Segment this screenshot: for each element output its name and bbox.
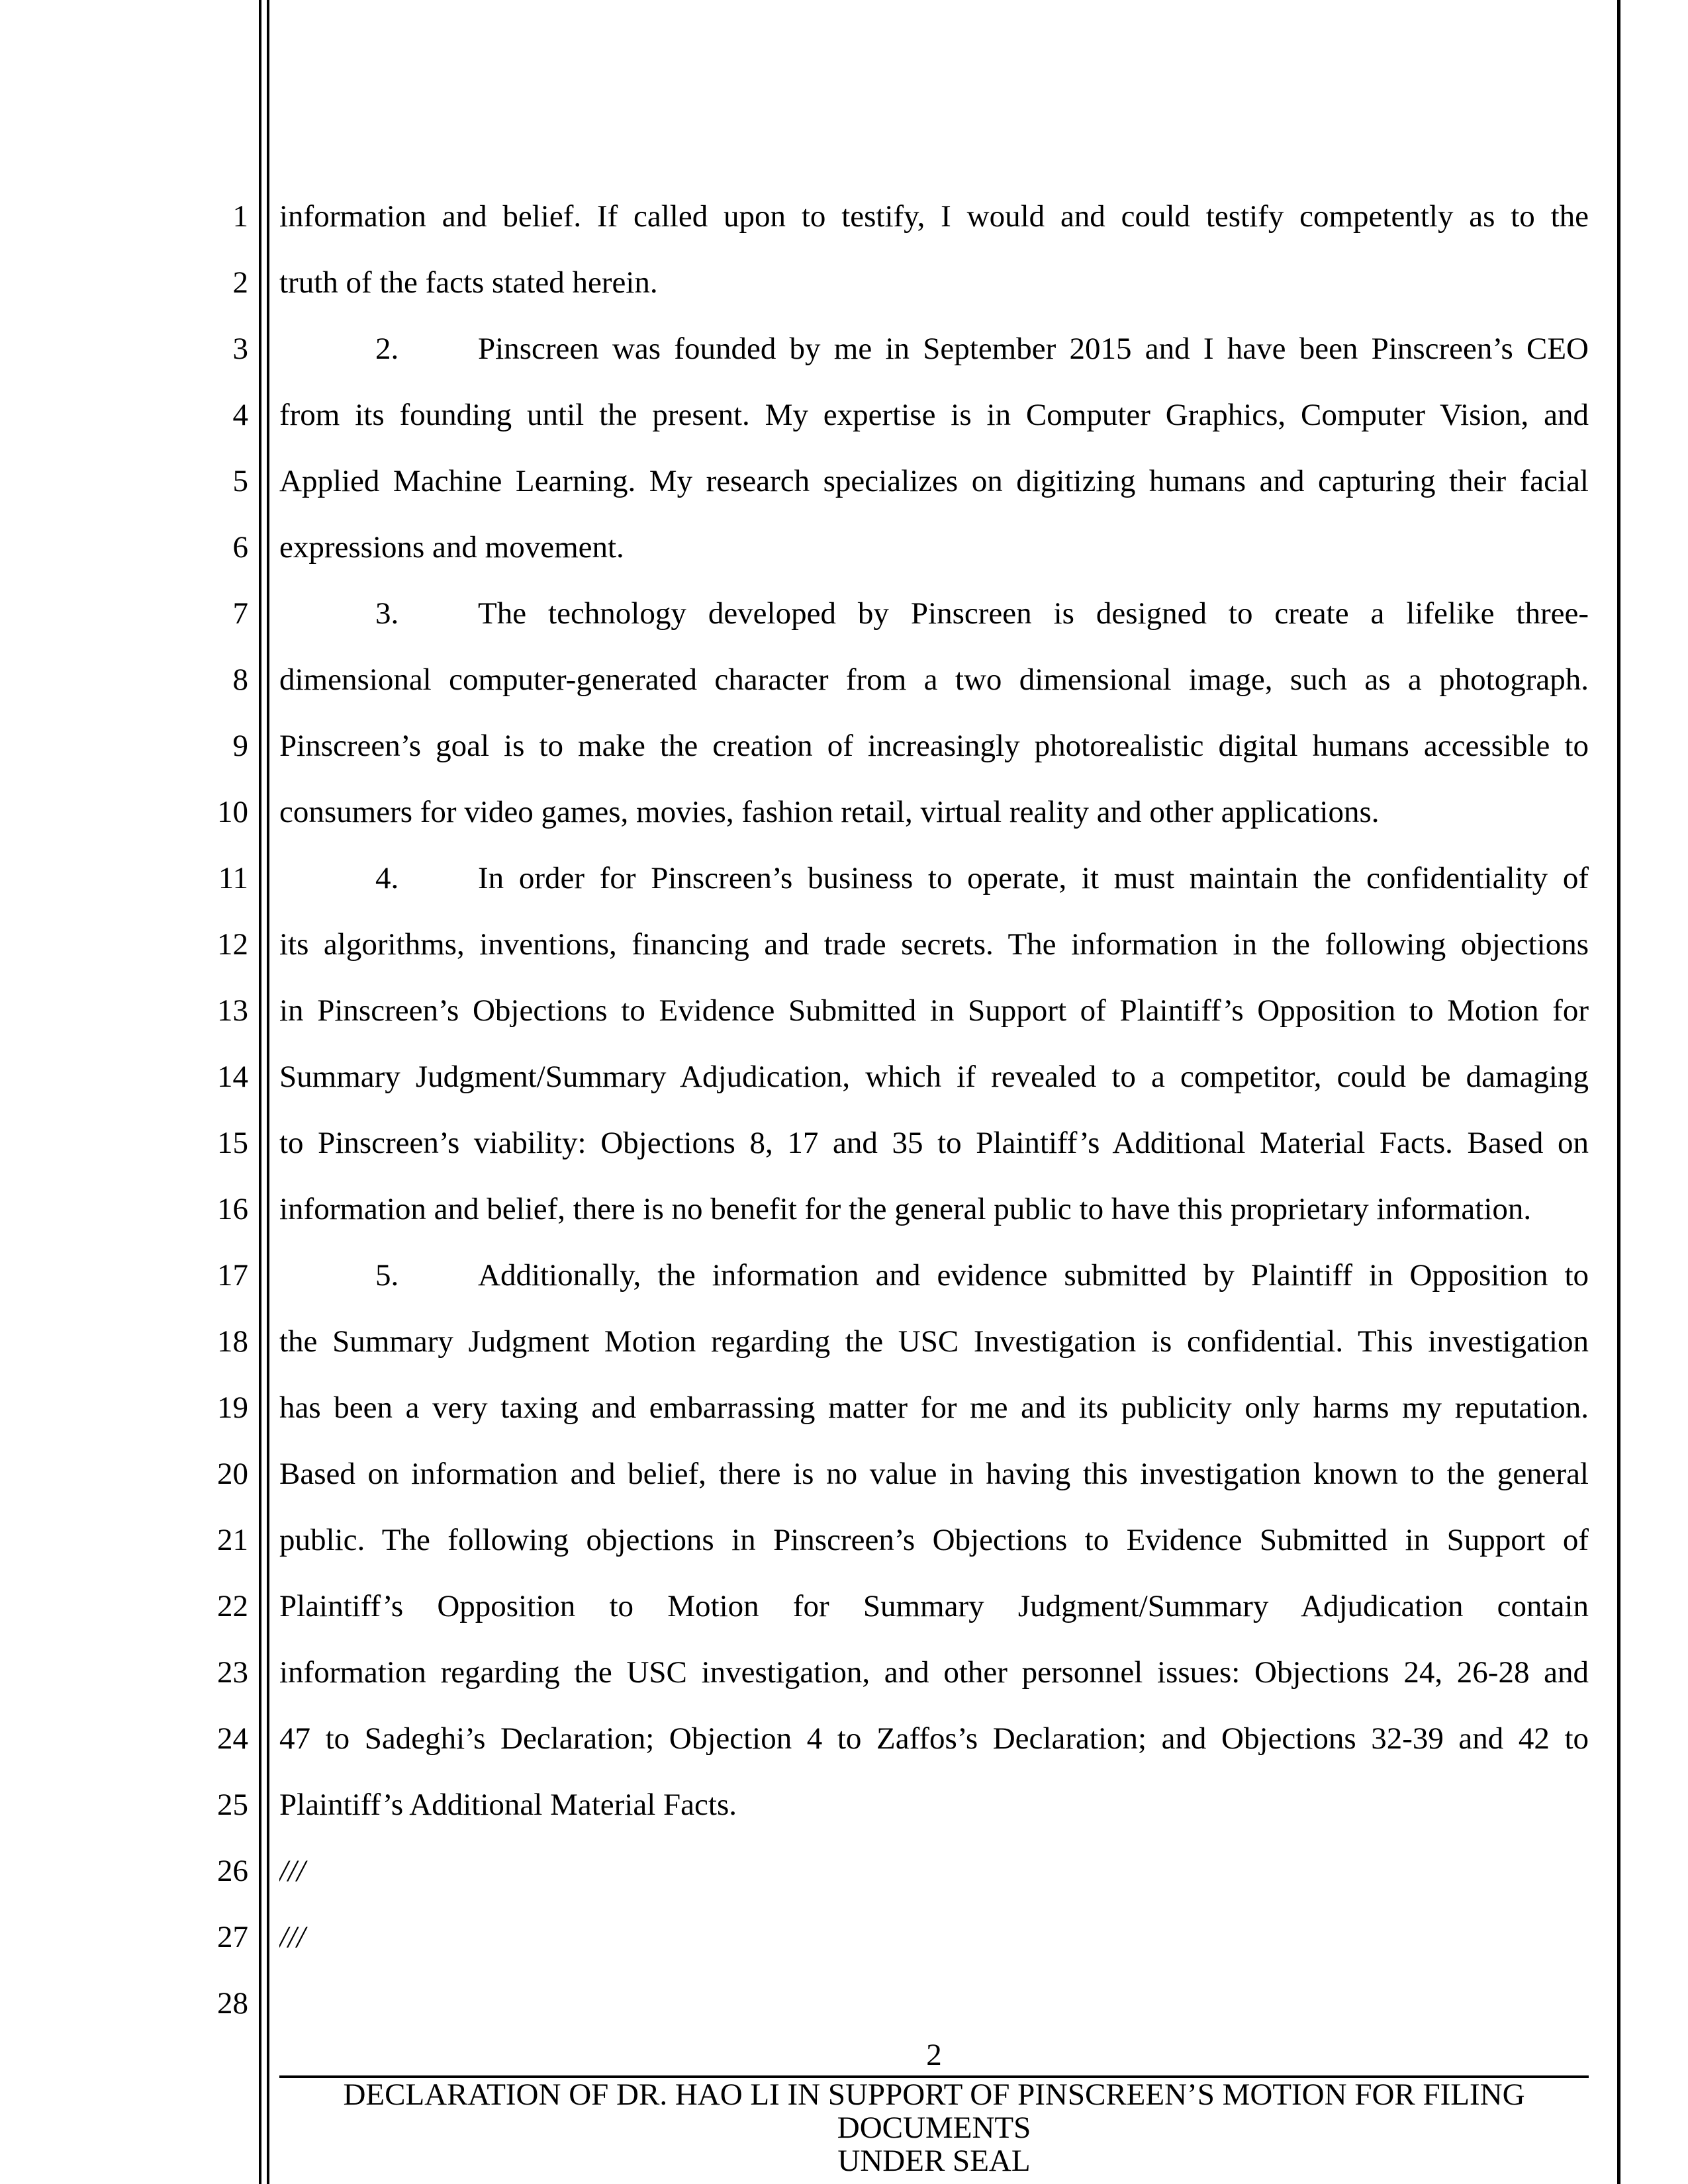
line-number: 7 [232, 596, 248, 631]
line-row [0, 1904, 1688, 1970]
line-number: 16 [217, 1192, 248, 1226]
line-number: 22 [217, 1589, 248, 1623]
line-number: 11 [218, 861, 248, 895]
line-row [0, 1242, 1688, 1308]
line-number: 19 [217, 1390, 248, 1425]
line-row [0, 1176, 1688, 1242]
line-text: from its founding until the present. My expertise is in Computer Graphics, Computer Vision, and [279, 398, 1589, 432]
paragraph-number: 3. [375, 596, 399, 631]
line-row [0, 1441, 1688, 1507]
line-text: to Pinscreen’s viability: Objections 8, 17 and 35 to Plaintiff’s Additional Material Facts. Based on [279, 1126, 1589, 1160]
line-row [0, 250, 1688, 316]
line-number: 26 [217, 1854, 248, 1888]
line-number: 9 [232, 729, 248, 763]
line-number: 14 [217, 1060, 248, 1094]
line-row [0, 382, 1688, 448]
line-row [0, 647, 1688, 713]
footer-title-line2: UNDER SEAL [837, 2144, 1031, 2178]
line-number: 4 [232, 398, 248, 432]
line-row [0, 779, 1688, 845]
line-number: 17 [217, 1258, 248, 1293]
line-number: 5 [232, 464, 248, 498]
line-text: truth of the facts stated herein. [279, 265, 658, 300]
line-row [0, 448, 1688, 514]
line-row [0, 1308, 1688, 1375]
line-number: 12 [217, 927, 248, 962]
line-text: dimensional computer-generated character from a two dimensional image, such as a photograph. [279, 662, 1589, 697]
footer-title [279, 2078, 1589, 2177]
line-number: 6 [232, 530, 248, 565]
line-text: in Pinscreen’s Objections to Evidence Submitted in Support of Plaintiff’s Opposition to Motion for [279, 993, 1589, 1028]
line-number: 3 [232, 332, 248, 366]
line-row [0, 1970, 1688, 2036]
line-number: 15 [217, 1126, 248, 1160]
line-text: the Summary Judgment Motion regarding the USC Investigation is confidential. This investigation [279, 1324, 1589, 1359]
line-row [0, 713, 1688, 779]
paragraph-number: 4. [375, 861, 399, 895]
line-row [0, 978, 1688, 1044]
line-text: its algorithms, inventions, financing and trade secrets. The information in the following objections [279, 927, 1589, 962]
line-row [0, 911, 1688, 978]
line-text: has been a very taxing and embarrassing matter for me and its publicity only harms my reputation. [279, 1390, 1589, 1425]
line-text: Plaintiff’s Additional Material Facts. [279, 1788, 737, 1822]
line-row [0, 1110, 1688, 1176]
line-row [0, 845, 1688, 911]
line-text: information and belief, there is no benefit for the general public to have this proprietary information. [279, 1192, 1532, 1226]
line-number: 24 [217, 1721, 248, 1756]
line-text: information regarding the USC investigation, and other personnel issues: Objections 24, 26-28 and [279, 1655, 1589, 1690]
footer-title-line1: DECLARATION OF DR. HAO LI IN SUPPORT OF PINSCREEN’S MOTION FOR FILING DOCUMENTS [343, 2077, 1525, 2145]
line-text: Plaintiff’s Opposition to Motion for Summary Judgment/Summary Adjudication contain [279, 1589, 1589, 1623]
line-text: 2. Pinscreen was founded by me in September 2015 and I have been Pinscreen’s CEO [279, 316, 1589, 382]
line-row [0, 580, 1688, 647]
line-text: Summary Judgment/Summary Adjudication, which if revealed to a competitor, could be damaging [279, 1060, 1589, 1094]
line-text: 47 to Sadeghi’s Declaration; Objection 4 to Zaffos’s Declaration; and Objections 32-39 and 42 to [279, 1721, 1589, 1756]
line-number: 2 [232, 265, 248, 300]
footer-page-number: 2 [926, 2038, 942, 2072]
line-text: consumers for video games, movies, fashion retail, virtual reality and other applications. [279, 795, 1380, 829]
line-number: 1 [232, 199, 248, 234]
line-number: 20 [217, 1457, 248, 1491]
line-text: 3. The technology developed by Pinscreen is designed to create a lifelike three- [279, 580, 1589, 647]
line-number: 8 [232, 662, 248, 697]
line-row [0, 183, 1688, 250]
line-text: Based on information and belief, there is no value in having this investigation known to the general [279, 1457, 1589, 1491]
line-number: 13 [217, 993, 248, 1028]
line-text: Applied Machine Learning. My research specializes on digitizing humans and capturing their facial [279, 464, 1589, 498]
line-number: 27 [217, 1920, 248, 1954]
line-text [279, 1970, 1589, 2036]
line-text: 5. Additionally, the information and evidence submitted by Plaintiff in Opposition to [279, 1242, 1589, 1308]
pleading-lines [0, 183, 1688, 2036]
line-number: 23 [217, 1655, 248, 1690]
line-text: expressions and movement. [279, 530, 624, 565]
line-row [0, 1639, 1688, 1706]
line-row [0, 1507, 1688, 1573]
line-row [0, 1706, 1688, 1772]
line-text: /// [279, 1920, 306, 1954]
line-number: 10 [217, 795, 248, 829]
line-text: information and belief. If called upon to testify, I would and could testify competently as to the [279, 199, 1589, 234]
line-number: 28 [217, 1986, 248, 2021]
paragraph-number: 5. [375, 1258, 399, 1293]
line-text: 4. In order for Pinscreen’s business to operate, it must maintain the confidentiality of [279, 845, 1589, 911]
line-row [0, 1044, 1688, 1110]
line-row [0, 1772, 1688, 1838]
line-text: Pinscreen’s goal is to make the creation of increasingly photorealistic digital humans accessible to [279, 729, 1589, 763]
line-number: 18 [217, 1324, 248, 1359]
line-text: /// [279, 1854, 306, 1888]
line-row [0, 514, 1688, 580]
line-row [0, 316, 1688, 382]
line-number: 21 [217, 1523, 248, 1557]
paragraph-number: 2. [375, 332, 399, 366]
line-number: 25 [217, 1788, 248, 1822]
line-text: public. The following objections in Pinscreen’s Objections to Evidence Submitted in Support of [279, 1523, 1589, 1557]
line-row [0, 1573, 1688, 1639]
line-row [0, 1375, 1688, 1441]
line-row [0, 1838, 1688, 1904]
